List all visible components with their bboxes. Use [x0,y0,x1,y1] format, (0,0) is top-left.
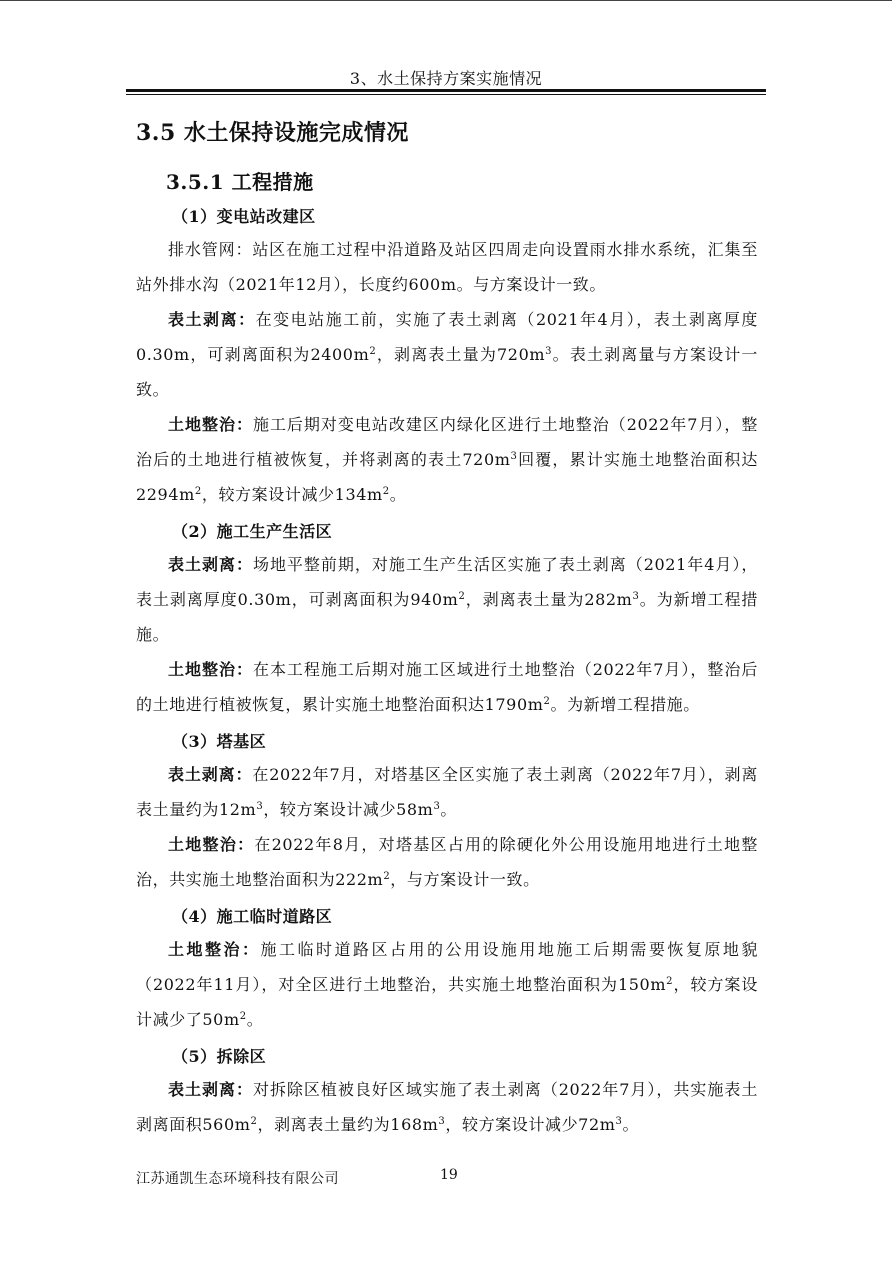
paragraph: 排水管网：站区在施工过程中沿道路及站区四周走向设置雨水排水系统，汇集至站外排水沟（2021年12月），长度约600m。与方案设计一致。 [136,240,758,294]
paragraph-label: 表土剥离： [168,310,256,329]
paragraph-label: 土地整治： [168,415,253,434]
subsection-heading: 3.5.1 工程措施 [166,170,314,194]
paragraph-label: 土地整治： [168,940,261,959]
area-heading: （2）施工生产生活区 [172,522,333,541]
paragraph-label: 表土剥离： [168,1080,253,1099]
top-border-line [0,0,892,1]
area-heading: （1）变电站改建区 [172,207,316,226]
header-rule-thin [126,94,766,95]
paragraph-label: 土地整治： [168,660,253,679]
paragraph: 表土剥离：在变电站施工前，实施了表土剥离（2021年4月），表土剥离厚度0.30m，可剥离面积为$2400m^2$，剥离表土量为$720m^3$。表土剥离量与方案设计一致。 [136,310,759,399]
area-heading: （5）拆除区 [172,1047,267,1066]
area-heading: （4）施工临时道路区 [172,907,333,926]
paragraph-label: 表土剥离： [168,765,253,784]
area-heading: （3）塔基区 [172,732,267,751]
paragraph: 土地整治：施工后期对变电站改建区内绿化区进行土地整治（2022年7月），整治后的土地进行植被恢复，并将剥离的表土$720m^3$回覆，累计实施土地整治面积达$2294m^2$，较方案设计减少$134m^2$。 [136,415,758,504]
paragraph: 土地整治：在2022年8月，对塔基区占用的除硬化外公用设施用地进行土地整治，共实施土地整治面积为$222m^2$，与方案设计一致。 [136,835,758,889]
section-heading: 3.5 水土保持设施完成情况 [136,120,409,146]
paragraph: 土地整治：施工临时道路区占用的公用设施用地施工后期需要恢复原地貌（2022年11月），对全区进行土地整治，共实施土地整治面积为$150m^2$，较方案设计减少了$50m^2$。 [136,940,758,1029]
footer-company-name: 江苏通凯生态环境科技有限公司 [136,1171,339,1187]
running-header: 3、水土保持方案实施情况 [349,69,543,88]
header-rule-thick [126,89,766,92]
paragraph: 表土剥离：对拆除区植被良好区域实施了表土剥离（2022年7月），共实施表土剥离面积$560m^2$，剥离表土量约为$168m^3$，较方案设计减少$72m^3$。 [136,1080,758,1134]
paragraph-label: 表土剥离： [168,555,253,574]
paragraph: 表土剥离：场地平整前期，对施工生产生活区实施了表土剥离（2021年4月），表土剥离厚度0.30m，可剥离面积为$940m^2$，剥离表土量为$282m^3$。为新增工程措施。 [136,555,758,644]
paragraph: 表土剥离：在2022年7月，对塔基区全区实施了表土剥离（2022年7月），剥离表土量约为$12m^3$，较方案设计减少$58m^3$。 [136,765,758,819]
page-number: 19 [440,1167,458,1183]
paragraph-label: 土地整治： [168,835,255,854]
paragraph: 土地整治：在本工程施工后期对施工区域进行土地整治（2022年7月），整治后的土地进行植被恢复，累计实施土地整治面积达$1790m^2$。为新增工程措施。 [136,660,758,714]
